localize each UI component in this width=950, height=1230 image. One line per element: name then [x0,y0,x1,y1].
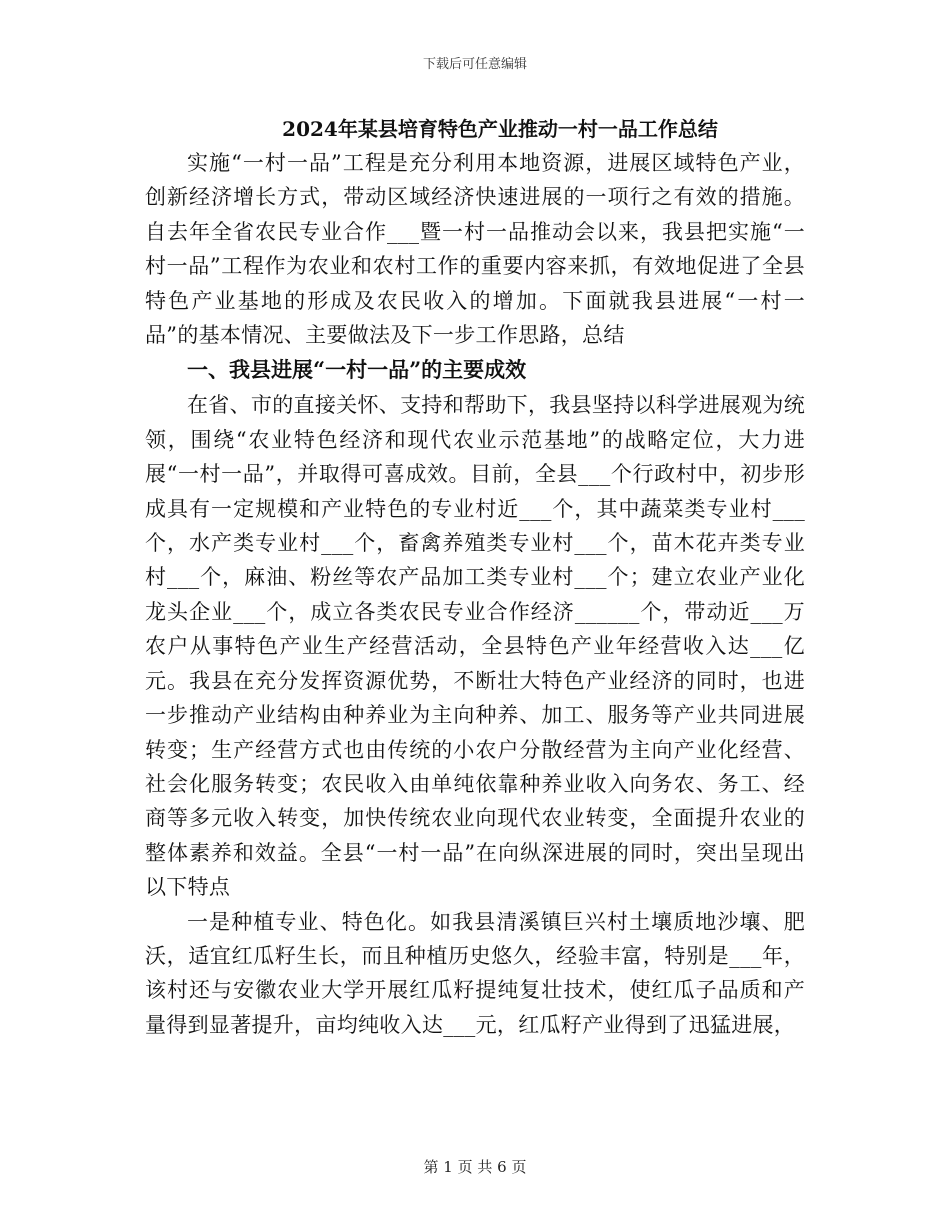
section-paragraph: 在省、市的直接关怀、支持和帮助下，我县坚持以科学进展观为统领，围绕“农业特色经济和现代农业示范基地”的战略定位，大力进展“一村一品”，并取得可喜成效。目前，全县___个行政村中，初步形成具有一定规模和产业特色的专业村近___个，其中蔬菜类专业村___个，水产类专业村___个，畜禽养殖类专业村___个，苗木花卉类专业村___个，麻油、粉丝等农产品加工类专业村___个；建立农业产业化龙头企业___个，成立各类农民专业合作经济______个，带动近___万农户从事特色产业生产经营活动，全县特色产业年经营收入达___亿元。我县在充分发挥资源优势，不断壮大特色产业经济的同时，也进一步推动产业结构由种养业为主向种养、加工、服务等产业共同进展转变；生产经营方式也由传统的小农户分散经营为主向产业化经营、社会化服务转变；农民收入由单纯依靠种养业收入向务农、务工、经商等多元收入转变，加快传统农业向现代农业转变，全面提升农业的整体素养和效益。全县“一村一品”在向纵深进展的同时，突出呈现出以下特点 [145,393,805,900]
point-paragraph: 一是种植专业、特色化。如我县清溪镇巨兴村土壤质地沙壤、肥沃，适宜红瓜籽生长，而且种植历史悠久，经验丰富，特别是___年，该村还与安徽农业大学开展红瓜籽提纯复壮技术，使红瓜子品质和产量得到显著提升，亩均纯收入达___元，红瓜籽产业得到了迅猛进展， [145,909,805,1037]
document-title: 2024年某县培育特色产业推动一村一品工作总结 [282,117,718,141]
intro-paragraph: 实施“一村一品”工程是充分利用本地资源，进展区域特色产业，创新经济增长方式，带动区域经济快速进展的一项行之有效的措施。自去年全省农民专业合作___暨一村一品推动会以来，我县把实施“一村一品”工程作为农业和农村工作的重要内容来抓，有效地促进了全县特色产业基地的形成及农民收入的增加。下面就我县进展“一村一品”的基本情况、主要做法及下一步工作思路，总结 [145,151,805,348]
document-body [145,112,805,1042]
page-header-note: 下载后可任意编辑 [422,57,527,72]
section-heading: 一、我县进展“一村一品”的主要成效 [187,357,527,383]
page-number: 第 1 页 共 6 页 [423,1158,527,1176]
